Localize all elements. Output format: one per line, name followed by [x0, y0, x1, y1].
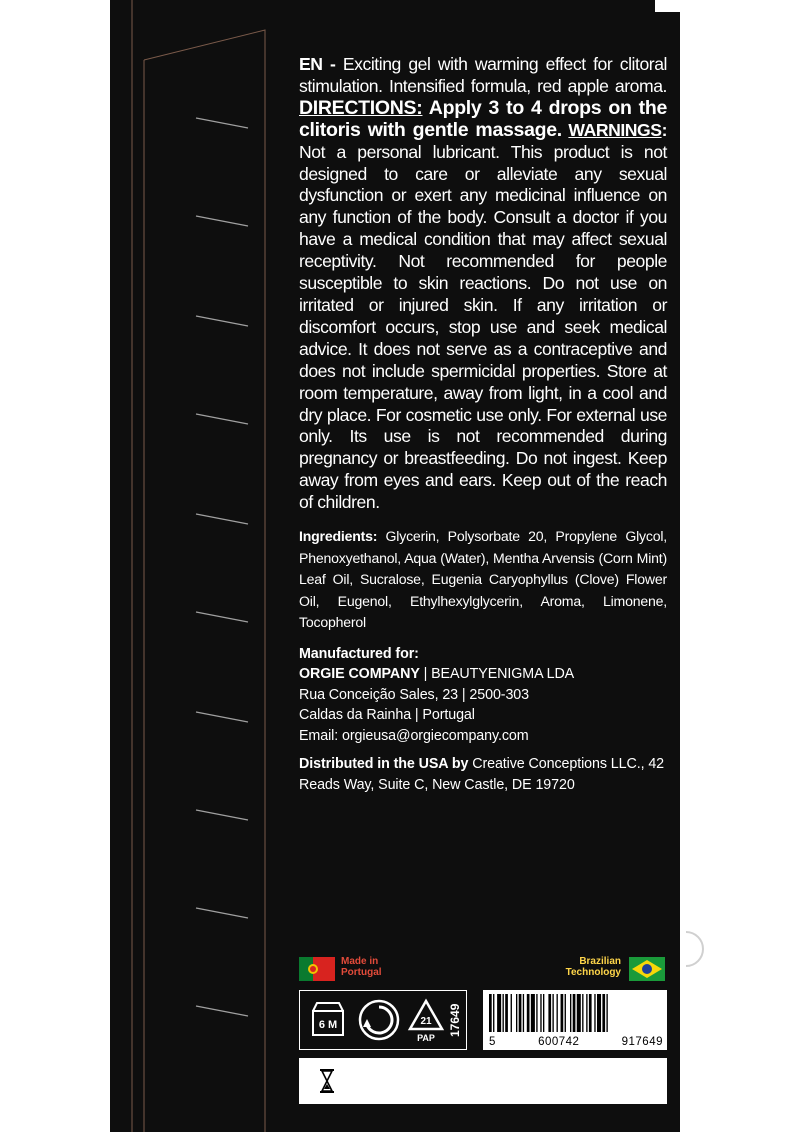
pap-recycle-triangle-icon	[406, 997, 446, 1047]
manufacturer-address-line2: Caldas da Rainha | Portugal	[299, 707, 475, 724]
barcode-bar	[489, 994, 492, 1032]
barcode-bar	[519, 994, 522, 1032]
hourglass-icon	[319, 1068, 335, 1094]
lot-number: 17649	[448, 1003, 462, 1037]
barcode-number: 5 600742 917649	[489, 1036, 663, 1048]
barcode-bar	[511, 994, 512, 1032]
made-in-portugal: Made in Portugal	[341, 956, 382, 978]
barcode-bar	[606, 994, 607, 1032]
svg-text:PAP: PAP	[417, 1033, 435, 1043]
english-description: EN - Exciting gel with warming effect for clitoral stimulation. Intensified formula, red apple aroma. DIRECTIONS: Apply 3 to 4 drops on the clitoris with gentle massage. WARNINGS: Not a personal lubricant. This product is not designed to care or alleviate any sexual dysfunction or exert any medicinal influence on any function of the body. Consult a doctor if you have a medical condition that may affect sexual receptivity. Not recommended for people susceptible to skin reactions. Do not use on irritated or injured skin. If any irritation or discomfort occurs, stop use and seek medical advice. It does not serve as a contraceptive and does not include spermicidal properties. Store at room temperature, away from light, in a cool and dry place. For cosmetic use only. For external use only. Its use is not recommended during pregnancy or breastfeeding. Do not ingest. Keep away from eyes and ears. Keep out of the reach of children.	[299, 54, 667, 513]
barcode-bar	[582, 994, 583, 1032]
packaging-symbols	[299, 990, 467, 1050]
barcode-bar	[540, 994, 541, 1032]
barcode-bar	[570, 994, 571, 1032]
ingredients-text: Glycerin, Polysorbate 20, Propylene Glycol, Phenoxyethanol, Aqua (Water), Mentha Arvensis (Corn Mint) Leaf Oil, Sucralose, Eugenia Caryophyllus (Clove) Flower Oil, Eugenol, Ethylhexylglycerin, Aroma, Limonene, Tocopherol	[299, 528, 667, 631]
barcode-bar	[597, 994, 601, 1032]
barcode-bar	[565, 994, 566, 1032]
barcode-bar	[516, 994, 517, 1032]
barcode-bar	[594, 994, 595, 1032]
ingredients-label: Ingredients:	[299, 528, 378, 545]
period-after-opening-icon	[308, 997, 348, 1043]
brazil-flag-icon	[629, 957, 665, 981]
registration-mark	[684, 928, 708, 970]
label-text	[299, 54, 667, 795]
barcode-bar	[493, 994, 494, 1032]
barcode-bar	[543, 994, 544, 1032]
barcode-bar	[573, 994, 576, 1032]
barcode	[483, 990, 667, 1050]
manufacturer-subsidiary: | BEAUTYENIGMA LDA	[419, 666, 575, 683]
barcode-bar	[523, 994, 524, 1032]
language-code: EN -	[299, 54, 336, 74]
barcode-bar	[536, 994, 537, 1032]
barcode-bar	[497, 994, 501, 1032]
warnings-label: WARNINGS	[568, 119, 662, 140]
barcode-bar	[561, 994, 564, 1032]
barcode-bar	[577, 994, 581, 1032]
svg-text:21: 21	[420, 1016, 432, 1027]
manufacturer-email: Email: orgieusa@orgiecompany.com	[299, 727, 529, 744]
barcode-bar	[527, 994, 530, 1032]
page-margin	[0, 0, 110, 1132]
origin-badges	[299, 953, 667, 983]
distributor-block	[299, 754, 667, 795]
barcode-bar	[552, 994, 553, 1032]
manufacturer-label: Manufactured for:	[299, 645, 419, 662]
distributor-text: Creative Conceptions LLC., 42 Reads Way, Suite C, New Castle, DE 19720	[299, 756, 665, 793]
barcode-bar	[505, 994, 508, 1032]
product-intro: Exciting gel with warming effect for clitoral stimulation. Intensified formula, red apple aroma.	[299, 54, 667, 96]
barcode-bar	[531, 994, 535, 1032]
barcode-bar	[503, 994, 504, 1032]
top-tab	[655, 0, 680, 12]
barcode-bar	[602, 994, 605, 1032]
expiry-date-box	[299, 1058, 667, 1104]
directions-label: DIRECTIONS:	[299, 96, 423, 119]
portugal-flag-icon	[299, 957, 335, 981]
ingredients-block	[299, 526, 667, 634]
manufacturer-block	[299, 644, 667, 747]
svg-text:6 M: 6 M	[318, 1019, 338, 1031]
barcode-bar	[589, 994, 592, 1032]
warnings-text: Not a personal lubricant. This product is not designed to care or alleviate any sexual dysfunction or exert any medicinal influence on any function of the body. Consult a doctor if you have a medical condition that may affect sexual receptivity. Not recommended for people susceptible to skin reactions. Do not use on irritated or injured skin. If any irritation or discomfort occurs, stop use and seek medical advice. It does not serve as a contraceptive and does not include spermicidal properties. Store at room temperature, away from light, in a cool and dry place. For cosmetic use only. For external use only. Its use is not recommended during pregnancy or breastfeeding. Do not ingest. Keep away from eyes and ears. Keep out of the reach of children.	[299, 141, 667, 513]
brazilian-technology: Brazilian Technology	[565, 956, 621, 978]
side-flap	[130, 0, 285, 1132]
manufacturer-company: ORGIE COMPANY	[299, 666, 420, 683]
recycle-icon	[356, 997, 402, 1043]
barcode-bar	[586, 994, 587, 1032]
directions-text: Apply 3 to 4 drops on the clitoris with gentle massage.	[299, 96, 667, 141]
barcode-bar	[557, 994, 558, 1032]
distributor-label: Distributed in the USA by	[299, 756, 469, 773]
barcode-bar	[548, 994, 551, 1032]
barcode-bars	[483, 990, 667, 1034]
manufacturer-address-line1: Rua Conceição Sales, 23 | 2500-303	[299, 686, 530, 703]
